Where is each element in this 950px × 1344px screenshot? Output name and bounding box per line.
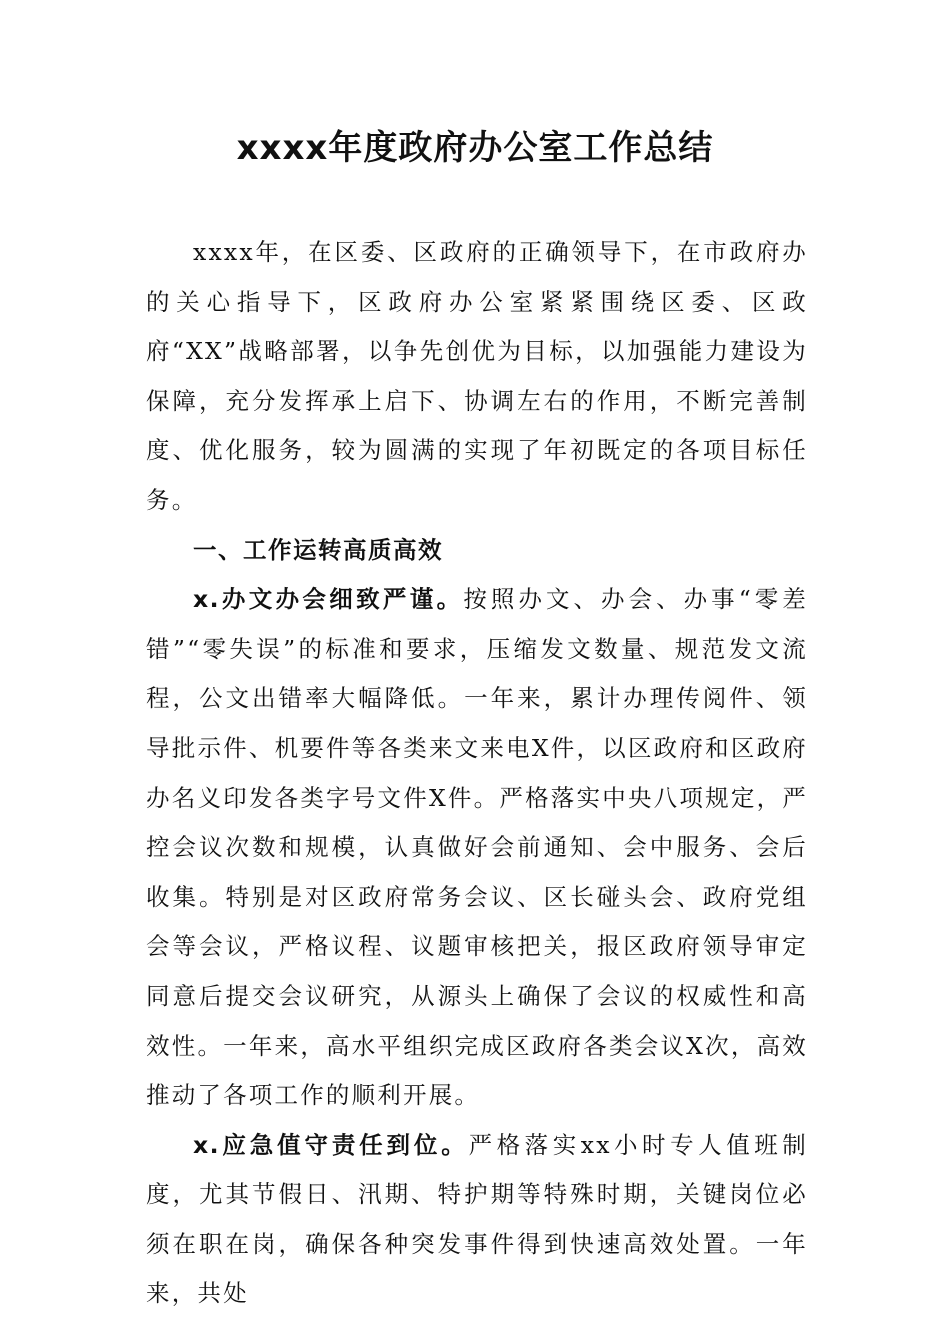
section-1-heading: 一、工作运转高质高效 — [193, 535, 443, 564]
item-1-paragraph — [146, 575, 808, 1121]
document-body — [146, 228, 808, 1319]
intro-paragraph: xxxx年，在区委、区政府的正确领导下，在市政府办的关心指导下，区政府办公室紧紧围绕区委、区政府“XX”战略部署，以争先创优为目标，以加强能力建设为保障，充分发挥承上启下、协调左右的作用，不断完善制度、优化服务，较为圆满的实现了年初既定的各项目标任务。 — [146, 238, 808, 514]
item-2-paragraph — [146, 1121, 808, 1319]
item-1-text: 按照办文、办会、办事“零差错”“零失误”的标准和要求，压缩发文数量、规范发文流程，公文出错率大幅降低。一年来，累计办理传阅件、领导批示件、机要件等各类来文来电X件，以区政府和区政府办名义印发各类字号文件X件。严格落实中央八项规定，严控会议次数和规模，认真做好会前通知、会中服务、会后收集。特别是对区政府常务会议、区长碰头会、政府党组会等会议，严格议程、议题审核把关，报区政府领导审定同意后提交会议研究，从源头上确保了会议的权威性和高效性。一年来，高水平组织完成区政府各类会议X次，高效推动了各项工作的顺利开展。 — [146, 585, 808, 1110]
document-title: xxxx年度政府办公室工作总结 — [236, 128, 714, 168]
item-2-lead: x.应急值守责任到位。 — [193, 1130, 469, 1159]
item-1-lead: x.办文办会细致严谨。 — [193, 585, 464, 614]
item-2-text: 严格落实xx小时专人值班制度，尤其节假日、汛期、特护期等特殊时期，关键岗位必须在职在岗，确保各种突发事件得到快速高效处置。一年来，共处 — [146, 1130, 808, 1308]
